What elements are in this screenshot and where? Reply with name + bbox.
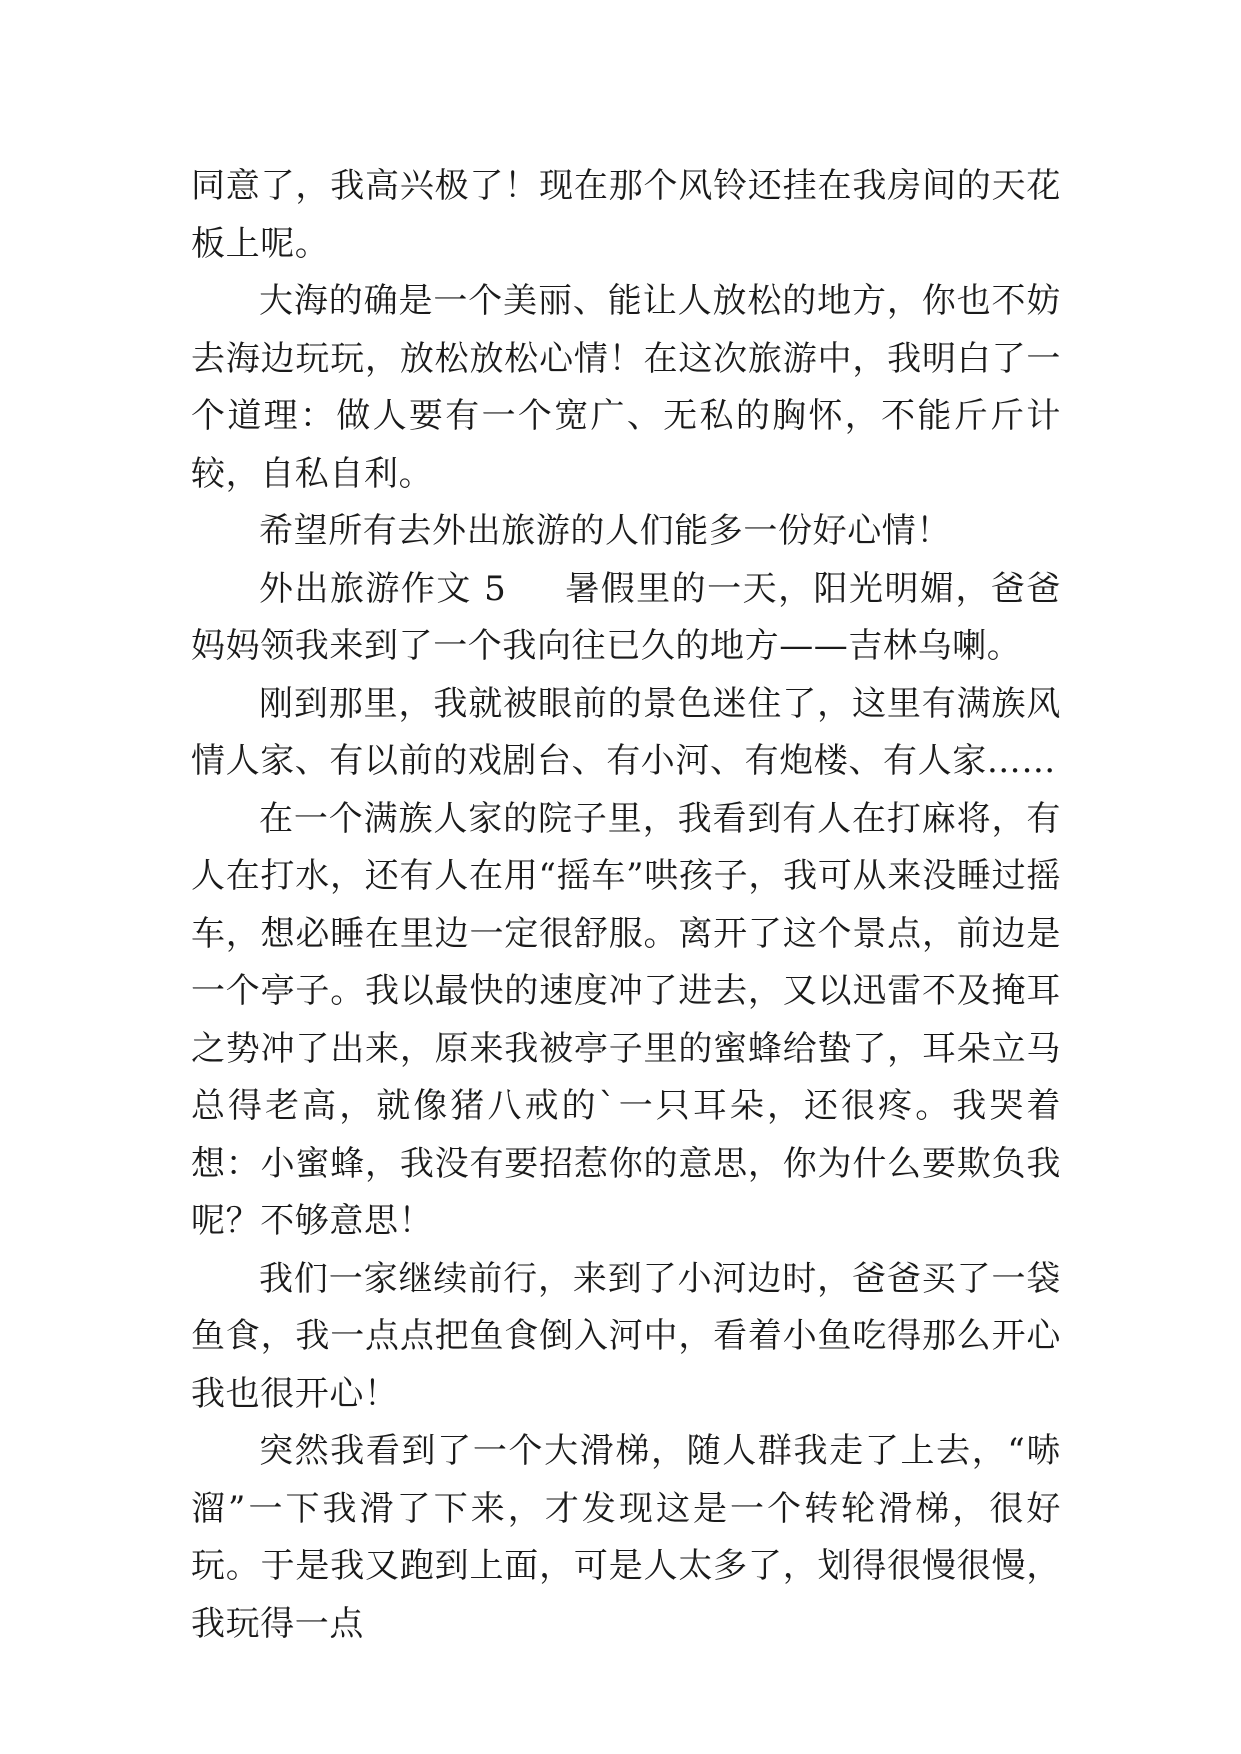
- paragraph-1: 同意了，我高兴极了！现在那个风铃还挂在我房间的天花板上呢。: [191, 166, 1061, 264]
- paragraph-5: 刚到那里，我就被眼前的景色迷住了，这里有满族风情人家、有以前的戏剧台、有小河、有炮楼、有人家……: [191, 683, 1061, 781]
- paragraph-8: 突然我看到了一个大滑梯，随人群我走了上去，“哧溜”一下我滑了下来，才发现这是一个转轮滑梯，很好玩。于是我又跑到上面，可是人太多了，划得很慢很慢，我玩得一点: [191, 1431, 1061, 1644]
- essay-heading: 外出旅游作文 5: [259, 568, 507, 609]
- paragraph-7: 我们一家继续前行，来到了小河边时，爸爸买了一袋鱼食，我一点点把鱼食倒入河中，看着小鱼吃得那么开心我也很开心！: [191, 1258, 1061, 1414]
- paragraph-3: 希望所有去外出旅游的人们能多一份好心情！: [259, 511, 951, 551]
- paragraph-4: [191, 561, 1061, 676]
- paragraph-2: 大海的确是一个美丽、能让人放松的地方，你也不妨去海边玩玩，放松放松心情！在这次旅游中，我明白了一个道理：做人要有一个宽广、无私的胸怀，不能斤斤计较，自私自利。: [191, 281, 1061, 494]
- paragraph-6: 在一个满族人家的院子里，我看到有人在打麻将，有人在打水，还有人在用“摇车”哄孩子，我可从来没睡过摇车，想必睡在里边一定很舒服。离开了这个景点，前边是一个亭子。我以最快的速度冲了进去，又以迅雷不及掩耳之势冲了出来，原来我被亭子里的蜜蜂给蛰了，耳朵立马总得老高，就像猪八戒的`一只耳朵，还很疼。我哭着想：小蜜蜂，我没有要招惹你的意思，你为什么要欺负我呢？不够意思！: [191, 798, 1061, 1241]
- document-body: [191, 158, 1061, 1653]
- paragraph-4-text: 暑假里的一天，阳光明媚，爸爸妈妈领我来到了一个我向往已久的地方——吉林乌喇。: [191, 568, 1061, 666]
